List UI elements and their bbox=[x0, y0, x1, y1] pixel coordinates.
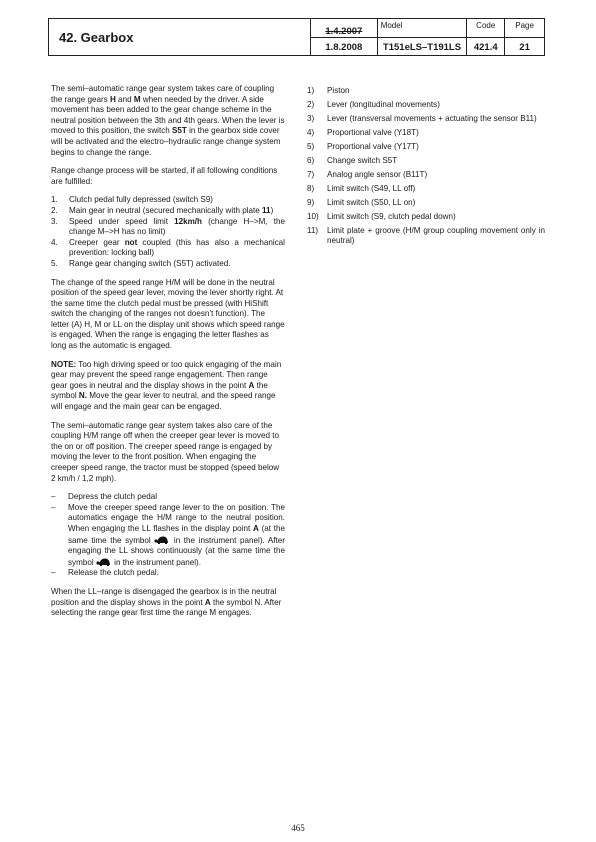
model-column bbox=[378, 19, 468, 55]
issue-date: 1.8.2008 bbox=[325, 42, 363, 53]
list-item: – Release the clutch pedal. bbox=[51, 568, 159, 578]
code-value: 421.4 bbox=[473, 42, 498, 53]
page-header bbox=[48, 18, 545, 56]
superseded-date: 1.4.2007 bbox=[325, 26, 363, 37]
conditions-intro: Range change process will be started, if all following conditions are fulfilled: bbox=[51, 166, 278, 186]
intro-paragraph: The semi–automatic range gear system takes care of coupling the range gears H and M when needed by the driver. A side movement has been added to the gear change scheme in the neutral position between the 3th and 4th gears. When the lever is moved to this position, the switch S5T in the gearbox side cover will be activated and the electro–hydraulic range change system begins to change the range. bbox=[51, 84, 285, 157]
steps-list bbox=[51, 492, 285, 579]
model-value: T151eLS–T191LS bbox=[382, 42, 462, 53]
note-paragraph: NOTE: Too high driving speed or too quick engaging of the main gear may prevent the speed range engagement. Then range gear goes in neutral and the display shows in the point A the symbol N. Move the gear lever to neutral, and the speed range will engage and the main gear can be engaged. bbox=[51, 359, 282, 412]
left-column bbox=[51, 84, 285, 627]
list-item: 1. Clutch pedal fully depressed (switch S9) bbox=[51, 195, 213, 205]
legend-item: 6) Change switch S5T bbox=[307, 155, 398, 165]
page-column bbox=[505, 19, 544, 55]
list-item: – Move the creeper speed range lever to the on position. The automatics engage the H/M range to the neutral position. When engaging the LL flashes in the display point A (at the same time the symbol in the instrument panel). After engaging the LL shows continuously (at the same time the symbol in the instrument panel). bbox=[51, 502, 285, 567]
legend-item: 8) Limit switch (S49, LL off) bbox=[307, 183, 416, 193]
code-label: Code bbox=[467, 19, 504, 38]
list-item: 5. Range gear changing switch (S5T) activated. bbox=[51, 258, 231, 268]
legend-item: 3) Lever (transversal movements + actuating the sensor B11) bbox=[307, 113, 537, 123]
legend-item: 11) Limit plate + groove (H/M group coupling movement only in neutral) bbox=[307, 225, 545, 246]
turtle-icon bbox=[96, 557, 112, 566]
range-change-paragraph: The change of the speed range H/M will be done in the neutral position of the speed gear lever, moving the lever shortly right. At the same time the clutch pedal must be pressed (with HiShift switch the changing of the ranges not doesn’t function). The letter (A) H, M or LL on the display unit shows which speed range is engaged. When the range is engaging the letter flashes as long as the automatic is engaged. bbox=[51, 277, 285, 351]
legend-column bbox=[307, 86, 545, 250]
turtle-icon bbox=[154, 535, 170, 544]
list-item: 2. Main gear in neutral (secured mechanically with plate 11) bbox=[51, 205, 274, 215]
conditions-list bbox=[51, 195, 285, 269]
legend-item: 5) Proportional valve (Y17T) bbox=[307, 141, 419, 151]
list-item: 3. Speed under speed limit 12km/h (change H–>M, the change M–>H has no limit) bbox=[51, 216, 285, 237]
page-number: 465 bbox=[291, 823, 305, 833]
creeper-paragraph: The semi–automatic range gear system takes also care of the coupling H/M range off when the creeper gear lever is moved to the on or off position. The creeper speed range is engaged by moving the lever to the front position. When engaging the creeper speed range, the tractor must be stopped (speed below 2 km/h / 1,2 mph). bbox=[51, 420, 280, 483]
section-title: 42. Gearbox bbox=[49, 19, 311, 55]
list-item: 4. Creeper gear not coupled (this has also a mechanical prevention: locking ball) bbox=[51, 237, 285, 258]
model-label: Model bbox=[378, 19, 467, 38]
legend-list bbox=[307, 86, 545, 247]
legend-item: 2) Lever (longitudinal movements) bbox=[307, 99, 440, 109]
legend-item: 4) Proportional valve (Y18T) bbox=[307, 127, 419, 137]
list-item: – Depress the clutch pedal bbox=[51, 492, 158, 502]
page-value: 21 bbox=[519, 42, 530, 53]
legend-item: 7) Analog angle sensor (B11T) bbox=[307, 169, 428, 179]
legend-item: 1) Piston bbox=[307, 86, 350, 95]
legend-item: 9) Limit switch (S50, LL on) bbox=[307, 197, 416, 207]
code-column bbox=[467, 19, 505, 55]
date-column bbox=[311, 19, 378, 55]
legend-item: 10) Limit switch (S9, clutch pedal down) bbox=[307, 211, 456, 221]
ll-disengage-paragraph: When the LL–range is disengaged the gearbox is in the neutral position and the display shows in the point A the symbol N. After selecting the range gear first time the range M engages. bbox=[51, 586, 282, 618]
page-label: Page bbox=[505, 19, 544, 38]
